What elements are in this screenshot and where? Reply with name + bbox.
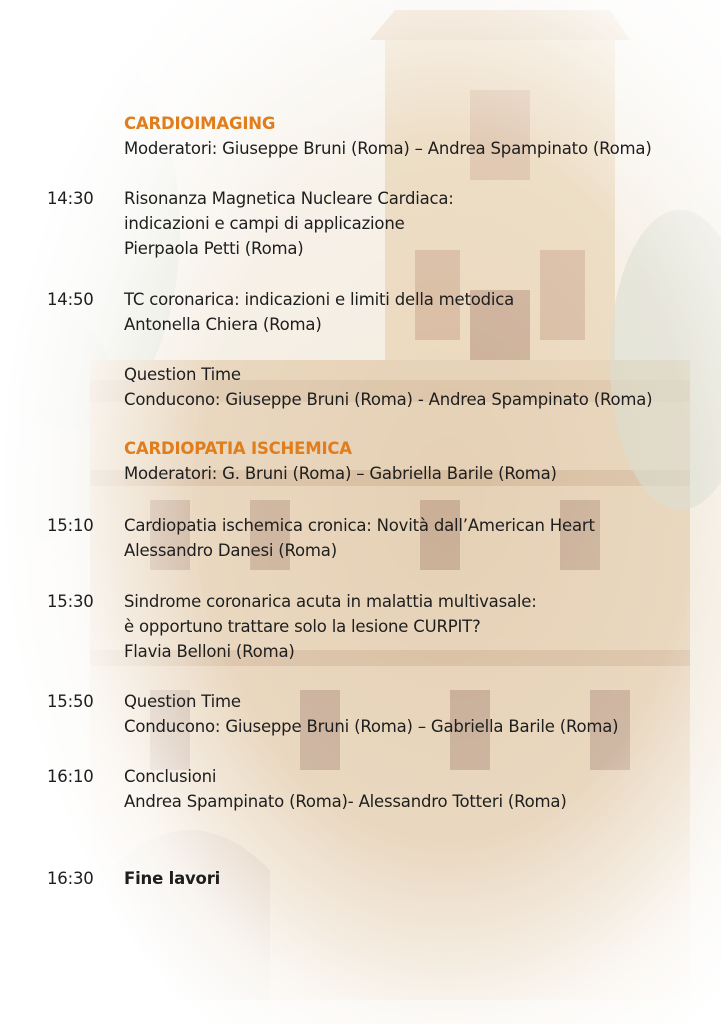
speaker: Flavia Belloni (Roma) xyxy=(124,642,295,661)
speaker: Conducono: Giuseppe Bruni (Roma) – Gabriella Barile (Roma) xyxy=(124,717,619,736)
talk-title: Question Time xyxy=(124,365,241,384)
section-title-cardiopatia-ischemica: CARDIOPATIA ISCHEMICA xyxy=(124,439,352,458)
speaker: Conducono: Giuseppe Bruni (Roma) - Andrea Spampinato (Roma) xyxy=(124,390,653,409)
section-moderators: Moderatori: G. Bruni (Roma) – Gabriella Barile (Roma) xyxy=(124,464,557,483)
talk-title: Cardiopatia ischemica cronica: Novità dall’American Heart xyxy=(124,516,595,535)
schedule-time: 15:10 xyxy=(47,516,94,535)
schedule-time: 16:10 xyxy=(47,767,94,786)
talk-title: Question Time xyxy=(124,692,241,711)
talk-title: Conclusioni xyxy=(124,767,217,786)
talk-title: TC coronarica: indicazioni e limiti della metodica xyxy=(124,290,515,309)
talk-title: Risonanza Magnetica Nucleare Cardiaca: xyxy=(124,189,454,208)
schedule-time: 15:30 xyxy=(47,592,94,611)
talk-title: Sindrome coronarica acuta in malattia multivasale: xyxy=(124,592,537,611)
talk-title: è opportuno trattare solo la lesione CURPIT? xyxy=(124,617,481,636)
section-moderators: Moderatori: Giuseppe Bruni (Roma) – Andrea Spampinato (Roma) xyxy=(124,139,652,158)
schedule-time: 14:50 xyxy=(47,290,94,309)
schedule-time: 14:30 xyxy=(47,189,94,208)
schedule-time: 15:50 xyxy=(47,692,94,711)
talk-title: indicazioni e campi di applicazione xyxy=(124,214,405,233)
schedule-time: 16:30 xyxy=(47,869,94,888)
speaker: Pierpaola Petti (Roma) xyxy=(124,239,304,258)
section-title-cardioimaging: CARDIOIMAGING xyxy=(124,114,276,133)
speaker: Alessandro Danesi (Roma) xyxy=(124,541,337,560)
closing-label: Fine lavori xyxy=(124,869,221,888)
speaker: Andrea Spampinato (Roma)- Alessandro Totteri (Roma) xyxy=(124,792,567,811)
speaker: Antonella Chiera (Roma) xyxy=(124,315,322,334)
